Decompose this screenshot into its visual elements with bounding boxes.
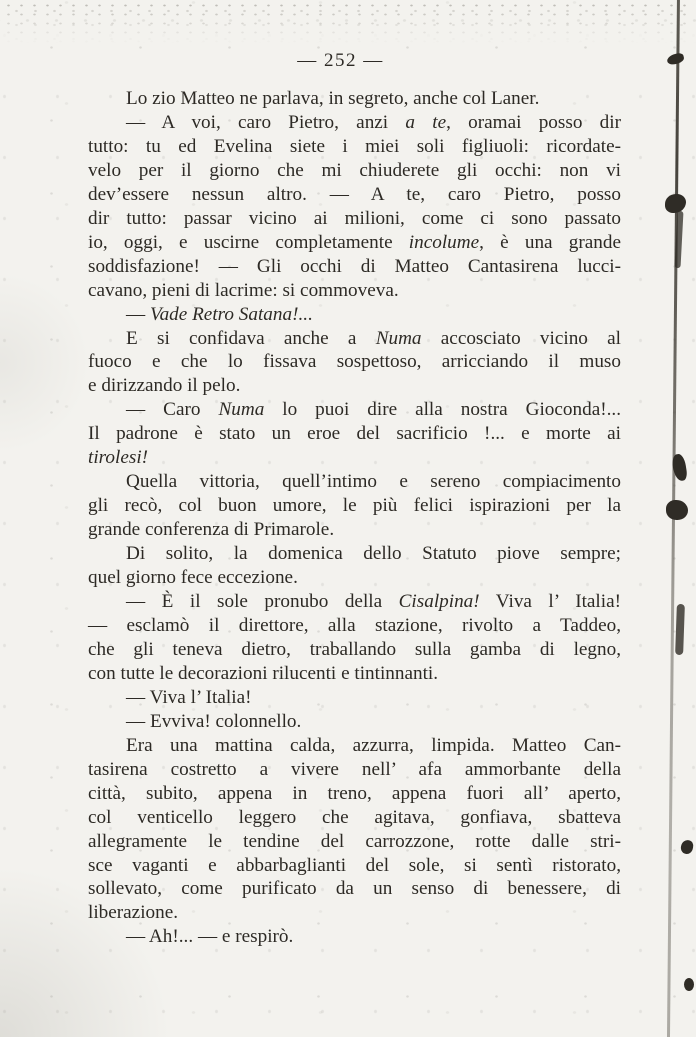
italic-text: incolume xyxy=(408,231,480,253)
text-segment: Quella vittoria, quell’intimo e sereno compiacimento xyxy=(126,471,621,493)
text-segment: allegramente le tendine del carrozzone, rotte dalle stri- xyxy=(88,830,621,852)
text-line xyxy=(88,734,621,758)
text-line xyxy=(88,925,621,949)
text-segment: soddisfazione! — Gli occhi di Matteo Cantasirena lucci- xyxy=(88,255,621,277)
text-line xyxy=(88,87,621,111)
text-line xyxy=(88,422,621,446)
paragraph xyxy=(88,590,621,686)
text-segment: tutto: tu ed Evelina siete i miei soli figliuoli: ricordate- xyxy=(88,135,621,157)
text-line xyxy=(88,159,621,183)
text-line xyxy=(88,638,621,662)
text-segment: quel giorno fece eccezione. xyxy=(88,567,298,589)
text-segment: e dirizzando il pelo. xyxy=(88,375,241,397)
paragraph xyxy=(88,87,621,111)
paragraph xyxy=(88,111,621,303)
binding-mark xyxy=(684,978,694,991)
text-line xyxy=(88,183,621,207)
text-segment: Il padrone è stato un eroe del sacrificio !... e morte ai xyxy=(88,423,621,445)
text-line xyxy=(88,135,621,159)
text-line xyxy=(88,446,621,470)
text-line xyxy=(88,830,621,854)
paragraph xyxy=(88,303,621,327)
text-line xyxy=(88,877,621,901)
text-line xyxy=(88,566,621,590)
text-segment: Viva l’ Italia! xyxy=(479,591,622,613)
text-segment: città, subito, appena in treno, appena fuori all’ aperto, xyxy=(88,782,621,804)
italic-text: tirolesi! xyxy=(88,447,149,469)
text-line xyxy=(88,854,621,878)
page-text-block xyxy=(88,87,621,949)
text-segment: — xyxy=(126,303,150,325)
paragraph xyxy=(88,470,621,542)
paragraph xyxy=(88,542,621,590)
binding-mark xyxy=(666,500,688,520)
text-segment: Era una mattina calda, azzurra, limpida. Matteo Can- xyxy=(126,734,621,756)
text-segment: — Caro xyxy=(126,399,219,421)
text-line xyxy=(88,710,621,734)
text-line xyxy=(88,279,621,303)
text-line xyxy=(88,590,621,614)
text-segment: dir tutto: passar vicino ai milioni, come ci sono passato xyxy=(88,207,621,229)
paragraph xyxy=(88,398,621,470)
text-segment: grande conferenza di Primarole. xyxy=(88,519,335,541)
text-line xyxy=(88,231,621,255)
text-segment: fuoco e che lo fissava sospettoso, arricciando il muso xyxy=(88,351,621,373)
text-line xyxy=(88,350,621,374)
text-segment: sollevato, come purificato da un senso di benessere, di xyxy=(88,878,621,900)
text-line xyxy=(88,327,621,351)
text-line xyxy=(88,662,621,686)
text-segment: tasirena costretto a vivere nell’ afa ammorbante della xyxy=(88,758,621,780)
italic-text: Numa xyxy=(218,399,265,421)
text-line xyxy=(88,255,621,279)
text-segment: — È il sole pronubo della xyxy=(126,591,399,613)
italic-text: Vade Retro Satana!... xyxy=(149,303,313,325)
text-segment: , è una grande xyxy=(479,231,621,253)
text-segment: con tutte le decorazioni rilucenti e tintinnanti. xyxy=(88,662,439,684)
binding-mark xyxy=(675,604,685,655)
text-segment: lo puoi dire alla nostra Gioconda!... xyxy=(264,399,621,421)
text-segment: — Evviva! colonnello. xyxy=(126,710,302,732)
text-segment: E si confidava anche a xyxy=(126,327,376,349)
text-segment: accosciato vicino al xyxy=(421,327,621,349)
text-segment: velo per il giorno che mi chiuderete gli occhi: non vi xyxy=(88,159,621,181)
text-segment: cavano, pieni di lacrime: si commoveva. xyxy=(88,279,399,301)
text-line xyxy=(88,111,621,135)
text-segment: — A voi, caro Pietro, anzi xyxy=(126,111,406,133)
text-segment: Di solito, la domenica dello Statuto piove sempre; xyxy=(126,543,621,565)
text-line xyxy=(88,303,621,327)
paragraph xyxy=(88,327,621,399)
text-segment: — Viva l’ Italia! xyxy=(126,686,252,708)
text-segment: che gli teneva dietro, traballando sulla gamba di legno, xyxy=(88,638,621,660)
text-line xyxy=(88,398,621,422)
text-segment: sce vaganti e abbarbaglianti del sole, si sentì ristorato, xyxy=(88,854,621,876)
text-line xyxy=(88,901,621,925)
text-line xyxy=(88,374,621,398)
text-line xyxy=(88,782,621,806)
italic-text: a te xyxy=(405,111,447,133)
italic-text: Cisalpina! xyxy=(398,591,480,613)
text-segment: — Ah!... — e respirò. xyxy=(126,926,294,948)
text-segment: , oramai posso dir xyxy=(446,111,621,133)
text-segment: Lo zio Matteo ne parlava, in segreto, anche col Laner. xyxy=(126,88,540,109)
text-line xyxy=(88,542,621,566)
paragraph xyxy=(88,710,621,734)
text-segment: — esclamò il direttore, alla stazione, rivolto a Taddeo, xyxy=(88,614,621,636)
text-segment: col venticello leggero che agitava, gonfiava, sbatteva xyxy=(88,806,621,828)
page-number: — 252 — xyxy=(297,50,384,71)
text-line xyxy=(88,806,621,830)
binding-mark xyxy=(680,839,695,855)
paragraph xyxy=(88,925,621,949)
binding-mark xyxy=(665,194,686,213)
text-line xyxy=(88,494,621,518)
text-line xyxy=(88,614,621,638)
italic-text: Numa xyxy=(375,327,422,349)
text-line xyxy=(88,686,621,710)
text-segment: dev’essere nessun altro. — A te, caro Pietro, posso xyxy=(88,183,621,205)
paragraph xyxy=(88,734,621,926)
text-line xyxy=(88,470,621,494)
text-line xyxy=(88,207,621,231)
text-segment: liberazione. xyxy=(88,902,179,924)
text-segment: gli recò, col buon umore, le più felici ispirazioni per la xyxy=(88,495,621,517)
text-line xyxy=(88,518,621,542)
scan-noise-top-edge xyxy=(0,0,696,46)
binding-mark xyxy=(666,52,685,66)
paragraph xyxy=(88,686,621,710)
text-segment: io, oggi, e uscirne completamente xyxy=(88,231,409,253)
text-line xyxy=(88,758,621,782)
